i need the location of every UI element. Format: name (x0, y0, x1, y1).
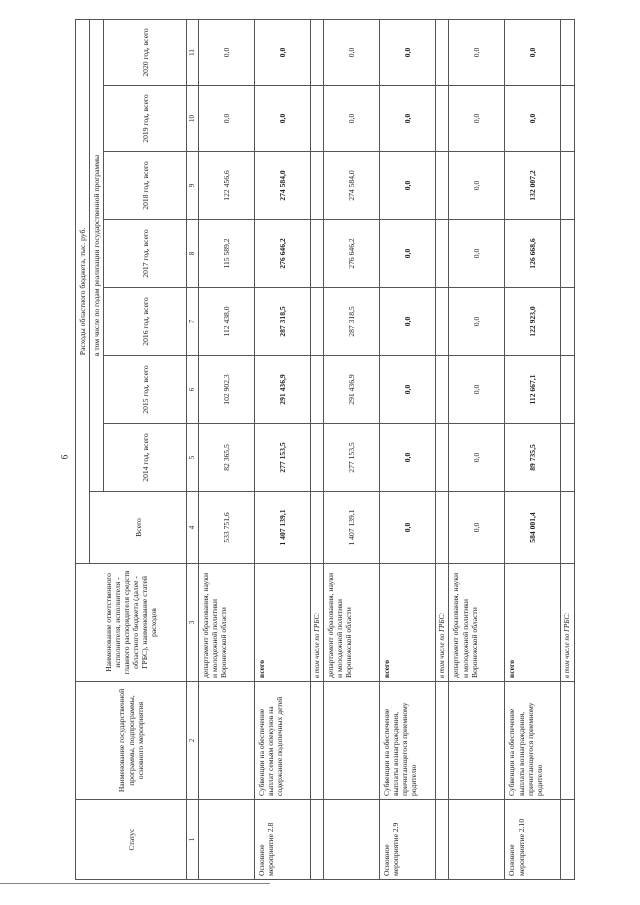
name-cell (198, 682, 254, 800)
table-row (436, 19, 449, 879)
executor-cell: всего (254, 564, 310, 682)
header-total: Всего (90, 492, 187, 564)
status-cell (449, 800, 505, 880)
value-cell: 0,0 (449, 424, 505, 492)
header-year: 2020 год, всего (104, 19, 187, 85)
value-cell: 1 407 139,1 (254, 492, 310, 564)
executor-cell: в том числе по ГРБС: (561, 564, 574, 682)
value-cell (436, 220, 449, 288)
table-row (254, 19, 310, 879)
header-group: Расходы областного бюджета, тыс. руб. (76, 19, 90, 563)
executor-cell: всего (505, 564, 561, 682)
value-cell: 0,0 (449, 492, 505, 564)
status-cell (436, 800, 449, 880)
name-cell: Субвенции на обеспечение выплаты вознаграждения, причитающегося приемному родителю (380, 682, 436, 800)
value-cell: 1 407 139,1 (324, 492, 380, 564)
table-row (310, 19, 323, 879)
budget-table (75, 19, 575, 880)
value-cell: 0,0 (380, 220, 436, 288)
value-cell: 0,0 (198, 19, 254, 85)
value-cell: 0,0 (505, 19, 561, 85)
value-cell (561, 19, 574, 85)
value-cell: 0,0 (449, 288, 505, 356)
value-cell: 277 153,5 (254, 424, 310, 492)
value-cell: 584 001,4 (505, 492, 561, 564)
table-row (324, 19, 380, 879)
value-cell: 274 584,0 (324, 152, 380, 220)
column-index: 9 (187, 152, 198, 220)
value-cell (561, 356, 574, 424)
value-cell: 0,0 (198, 86, 254, 152)
value-cell: 276 646,2 (324, 220, 380, 288)
name-cell (310, 682, 323, 800)
name-cell: Субвенции на обеспечение выплат семьям опекунов на содержание подопечных детей (254, 682, 310, 800)
value-cell (561, 288, 574, 356)
value-cell: 112 438,0 (198, 288, 254, 356)
executor-cell: в том числе по ГРБС: (310, 564, 323, 682)
value-cell: 82 365,5 (198, 424, 254, 492)
executor-cell: в том числе по ГРБС: (436, 564, 449, 682)
value-cell: 0,0 (449, 19, 505, 85)
column-index: 7 (187, 288, 198, 356)
name-cell: Субвенции на обеспечение выплаты вознаграждения, причитающегося приемному родителю (505, 682, 561, 800)
column-index: 11 (187, 19, 198, 85)
value-cell (310, 152, 323, 220)
header-year: 2017 год, всего (104, 220, 187, 288)
column-index: 2 (187, 682, 198, 800)
table-row (561, 19, 574, 879)
value-cell (561, 492, 574, 564)
column-index: 5 (187, 424, 198, 492)
name-cell (561, 682, 574, 800)
value-cell: 0,0 (449, 152, 505, 220)
value-cell: 0,0 (324, 86, 380, 152)
value-cell (436, 19, 449, 85)
value-cell (436, 152, 449, 220)
value-cell: 0,0 (380, 288, 436, 356)
status-cell: Основное мероприятие 2.9 (380, 800, 436, 880)
value-cell (310, 424, 323, 492)
value-cell (310, 86, 323, 152)
table-row (449, 19, 505, 879)
value-cell: 112 667,1 (505, 356, 561, 424)
value-cell: 122 456,6 (198, 152, 254, 220)
name-cell (436, 682, 449, 800)
executor-cell: всего (380, 564, 436, 682)
header-year: 2015 год, всего (104, 356, 187, 424)
value-cell: 0,0 (380, 86, 436, 152)
header-subgroup: в том числе по годам реализации государственной программы (90, 19, 104, 491)
executor-cell: департамент образования, науки и молодежной политики Воронежской области (449, 564, 505, 682)
header-status: Статус (76, 800, 187, 880)
value-cell: 274 584,0 (254, 152, 310, 220)
column-index: 6 (187, 356, 198, 424)
value-cell: 0,0 (254, 19, 310, 85)
status-cell (561, 800, 574, 880)
name-cell (449, 682, 505, 800)
executor-cell: департамент образования, науки и молодежной политики Воронежской области (198, 564, 254, 682)
value-cell: 0,0 (380, 19, 436, 85)
status-cell (198, 800, 254, 880)
value-cell: 287 318,5 (324, 288, 380, 356)
column-index: 8 (187, 220, 198, 288)
column-index: 4 (187, 492, 198, 564)
value-cell (310, 220, 323, 288)
value-cell (561, 424, 574, 492)
header-year: 2016 год, всего (104, 288, 187, 356)
header-year: 2019 год, всего (104, 86, 187, 152)
table-row (380, 19, 436, 879)
value-cell (310, 288, 323, 356)
value-cell: 89 735,5 (505, 424, 561, 492)
header-year: 2018 год, всего (104, 152, 187, 220)
value-cell (310, 356, 323, 424)
value-cell (310, 19, 323, 85)
value-cell (436, 356, 449, 424)
value-cell: 291 436,9 (324, 356, 380, 424)
value-cell (310, 492, 323, 564)
column-index: 10 (187, 86, 198, 152)
value-cell (561, 220, 574, 288)
table-row (505, 19, 561, 879)
value-cell: 276 646,2 (254, 220, 310, 288)
column-index: 1 (187, 800, 198, 880)
value-cell: 287 318,5 (254, 288, 310, 356)
executor-cell: департамент образования, науки и молодежной политики Воронежской области (324, 564, 380, 682)
value-cell (436, 86, 449, 152)
value-cell: 0,0 (254, 86, 310, 152)
name-cell (324, 682, 380, 800)
value-cell: 102 902,3 (198, 356, 254, 424)
value-cell: 291 436,9 (254, 356, 310, 424)
status-cell: Основное мероприятие 2.8 (254, 800, 310, 880)
value-cell: 0,0 (380, 356, 436, 424)
value-cell: 115 589,2 (198, 220, 254, 288)
value-cell: 0,0 (449, 220, 505, 288)
value-cell: 132 007,2 (505, 152, 561, 220)
value-cell: 122 923,0 (505, 288, 561, 356)
rotated-table-canvas (75, 20, 640, 880)
status-cell (324, 800, 380, 880)
value-cell: 0,0 (505, 86, 561, 152)
value-cell: 0,0 (380, 152, 436, 220)
value-cell (561, 152, 574, 220)
value-cell (561, 86, 574, 152)
value-cell: 0,0 (380, 492, 436, 564)
header-executor: Наименование ответственного исполнителя, исполнителя - главного распорядителя средств областного бюджета (далее - ГРБС), наименование статей расходов (76, 564, 187, 682)
value-cell (436, 288, 449, 356)
status-cell: Основное мероприятие 2.10 (505, 800, 561, 880)
value-cell: 277 153,5 (324, 424, 380, 492)
header-year: 2014 год, всего (104, 424, 187, 492)
header-name: Наименование государственной программы, подпрограммы, основного мероприятия (76, 682, 187, 800)
value-cell (436, 424, 449, 492)
column-index: 3 (187, 564, 198, 682)
value-cell: 533 751,6 (198, 492, 254, 564)
table-row (198, 19, 254, 879)
value-cell: 0,0 (324, 19, 380, 85)
value-cell: 0,0 (449, 86, 505, 152)
value-cell (436, 492, 449, 564)
page-number: 9 (59, 454, 69, 460)
status-cell (310, 800, 323, 880)
footer-line (0, 883, 270, 884)
value-cell: 0,0 (449, 356, 505, 424)
value-cell: 126 668,6 (505, 220, 561, 288)
value-cell: 0,0 (380, 424, 436, 492)
